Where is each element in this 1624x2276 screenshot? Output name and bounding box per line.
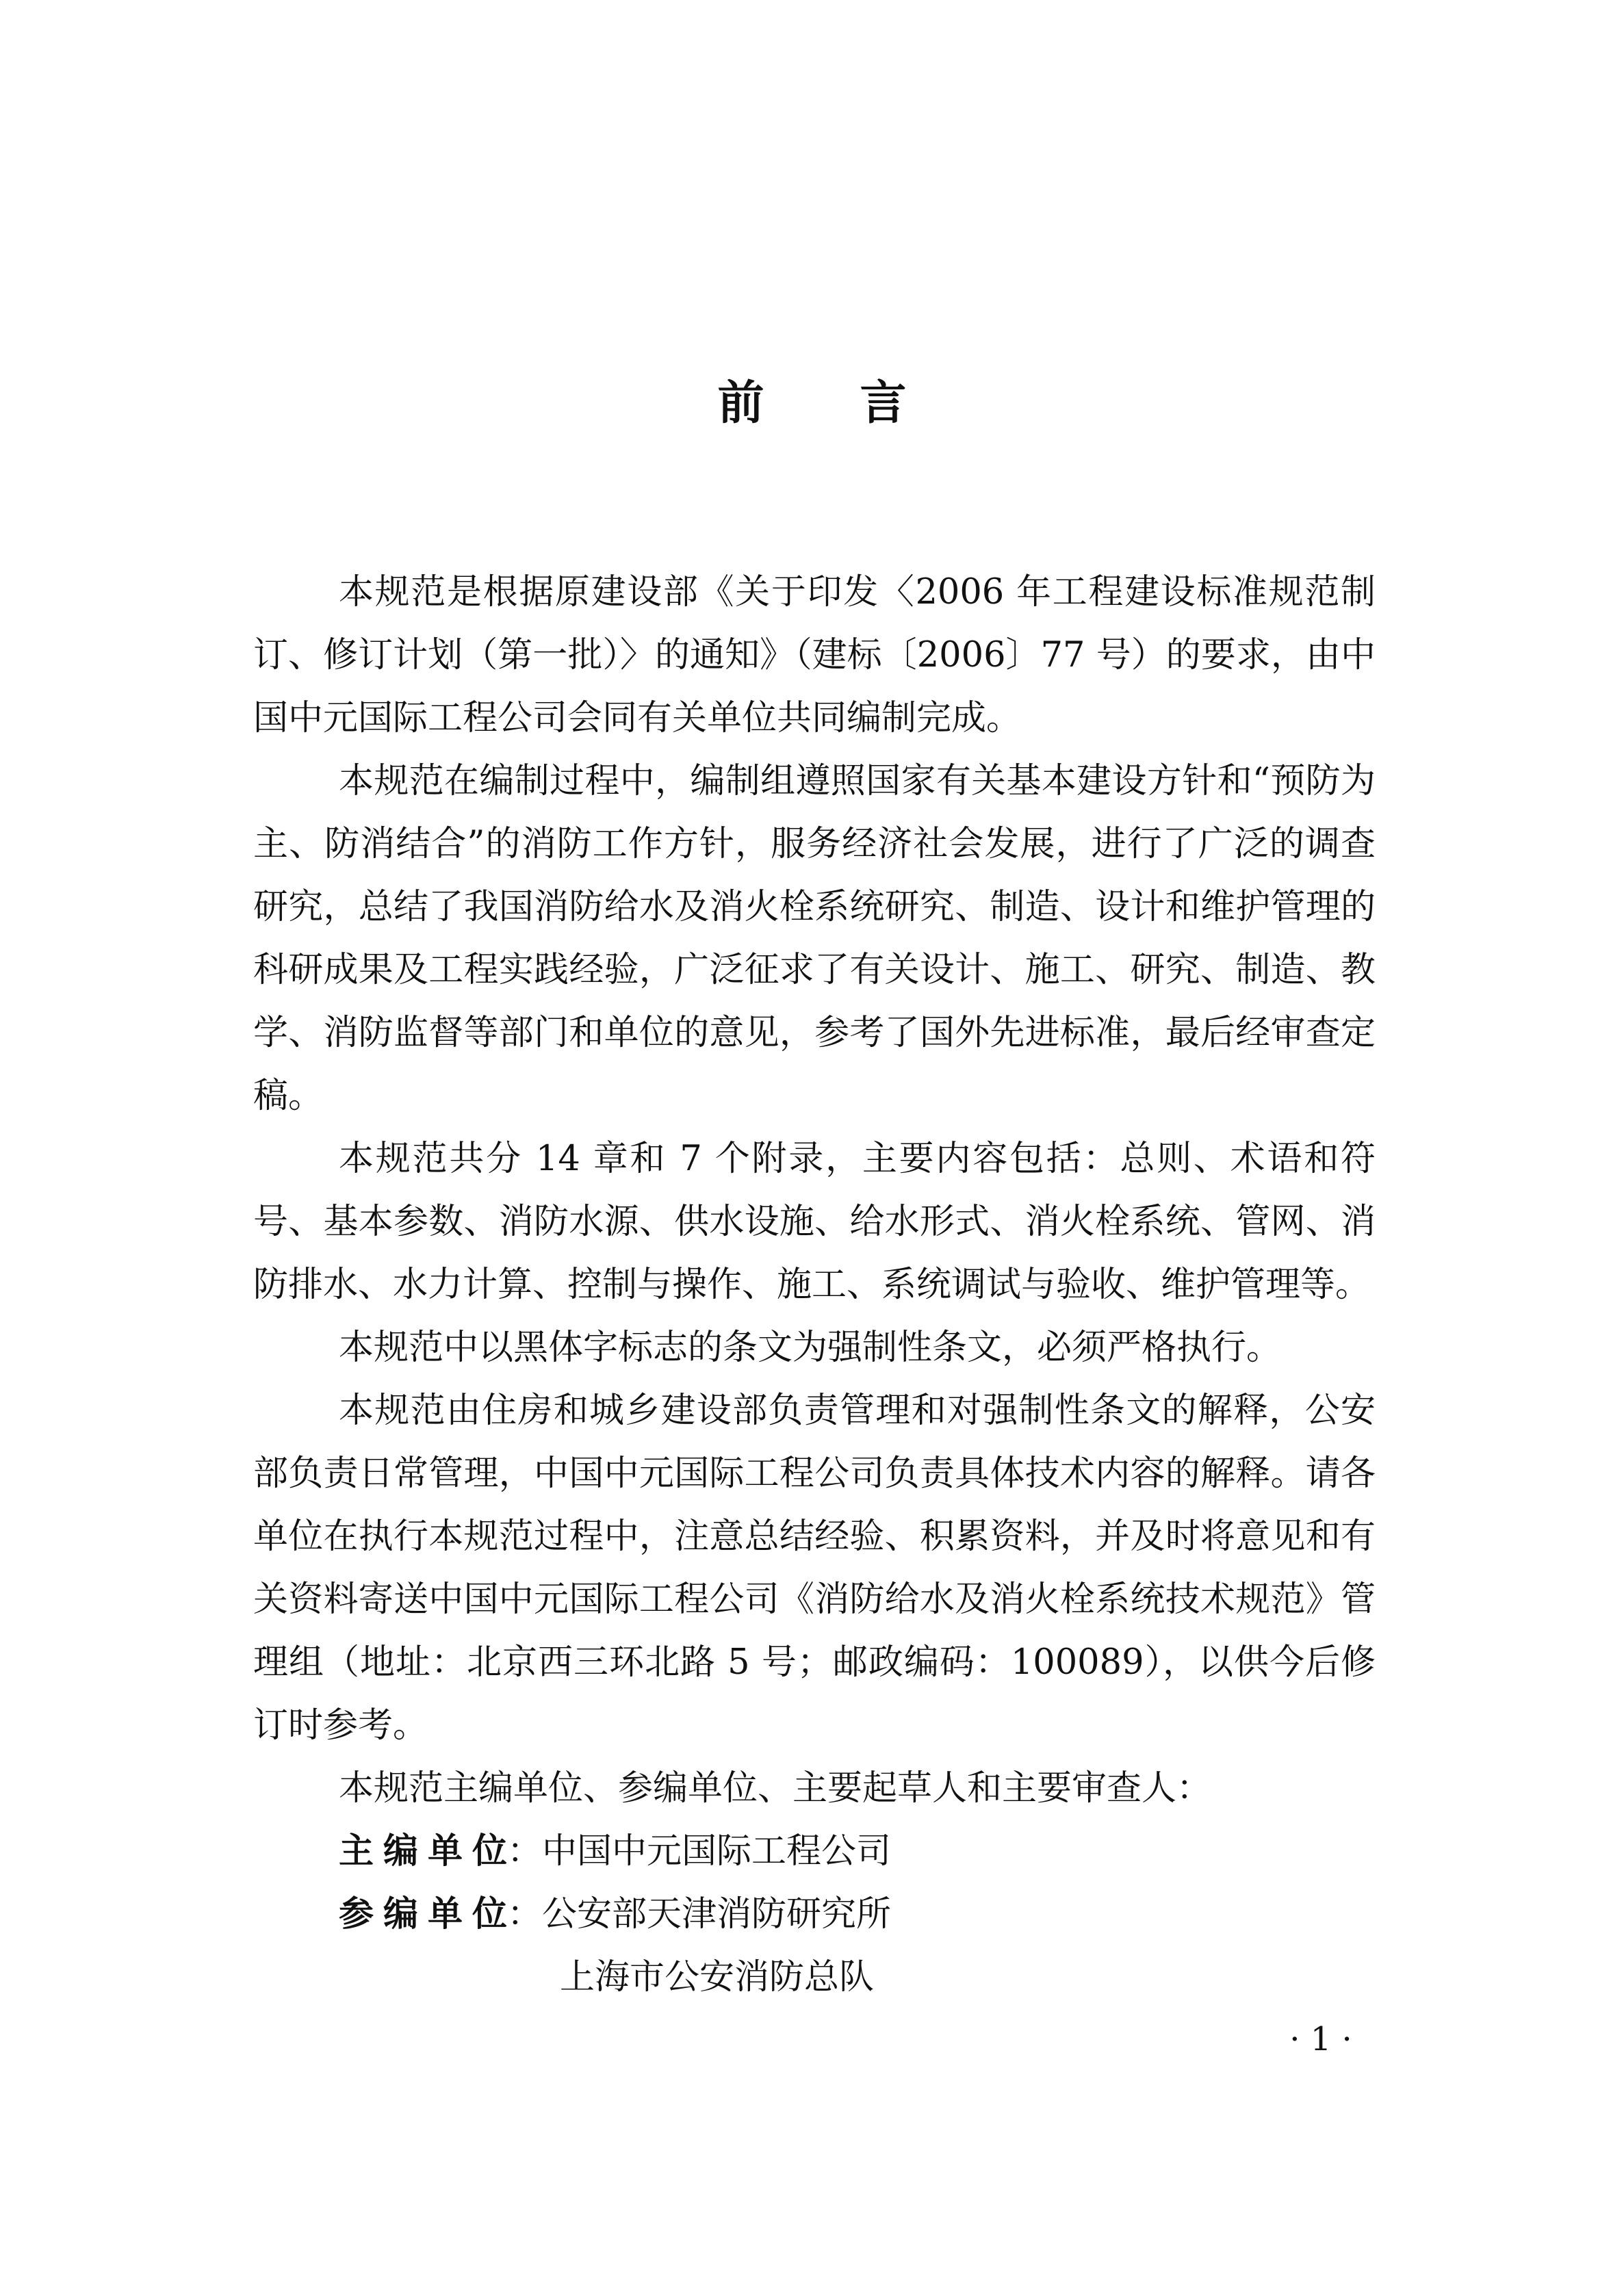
chief-unit-value: ：中国中元国际工程公司 (507, 1831, 892, 1872)
participating-unit-label: 参编单 (339, 1894, 473, 1935)
page-title-char-2: 言 (860, 376, 907, 430)
paragraph-management: 本规范由住房和城乡建设部负责管理和对强制性条文的解释，公安部负责日常管理，中国中元国际工程公司负责具体技术内容的解释。请各单位在执行本规范过程中，注意总结经验、积累资料，并及时将意见和有关资料寄送中国中元国际工程公司《消防给水及消火栓系统技术规范》管理组（地址：北京西三环北路 5 号；邮政编码：100089），以供今后修订时参考。 (253, 1391, 1376, 1746)
chief-unit-label-last: 位 (472, 1831, 508, 1872)
participating-unit-value-2: 上海市公安消防总队 (560, 1957, 875, 1997)
paragraph-units-intro: 本规范主编单位、参编单位、主要起草人和主要审查人： (339, 1768, 1212, 1809)
paragraph-mandatory: 本规范中以黑体字标志的条文为强制性条文，必须严格执行。 (339, 1328, 1282, 1368)
chief-unit-label: 主编单 (339, 1831, 473, 1872)
chief-unit-line (253, 1820, 1376, 1883)
page-title (0, 373, 1624, 435)
paragraph-process: 本规范在编制过程中，编制组遵照国家有关基本建设方针和“预防为主、防消结合”的消防工作方针，服务经济社会发展，进行了广泛的调查研究，总结了我国消防给水及消火栓系统研究、制造、设计和维护管理的科研成果及工程实践经验，广泛征求了有关设计、施工、研究、制造、教学、消防监督等部门和单位的意见，参考了国外先进标准，最后经审查定稿。 (253, 761, 1376, 1116)
page-title-char-1: 前 (717, 376, 764, 430)
participating-unit-label-last: 位 (472, 1894, 508, 1935)
body-text (253, 561, 1376, 2009)
participating-unit-value: ：公安部天津消防研究所 (507, 1894, 892, 1935)
paragraph-contents: 本规范共分 14 章和 7 个附录，主要内容包括：总则、术语和符号、基本参数、消防水源、供水设施、给水形式、消火栓系统、管网、消防排水、水力计算、控制与操作、施工、系统调试与验收、维护管理等。 (253, 1139, 1376, 1305)
page-number: · 1 · (1289, 2020, 1352, 2058)
participating-unit-line (253, 1883, 1376, 1946)
paragraph-basis: 本规范是根据原建设部《关于印发〈2006 年工程建设标准规范制订、修订计划（第一批）〉的通知》（建标〔2006〕77 号）的要求，由中国中元国际工程公司会同有关单位共同编制完成。 (253, 572, 1376, 738)
